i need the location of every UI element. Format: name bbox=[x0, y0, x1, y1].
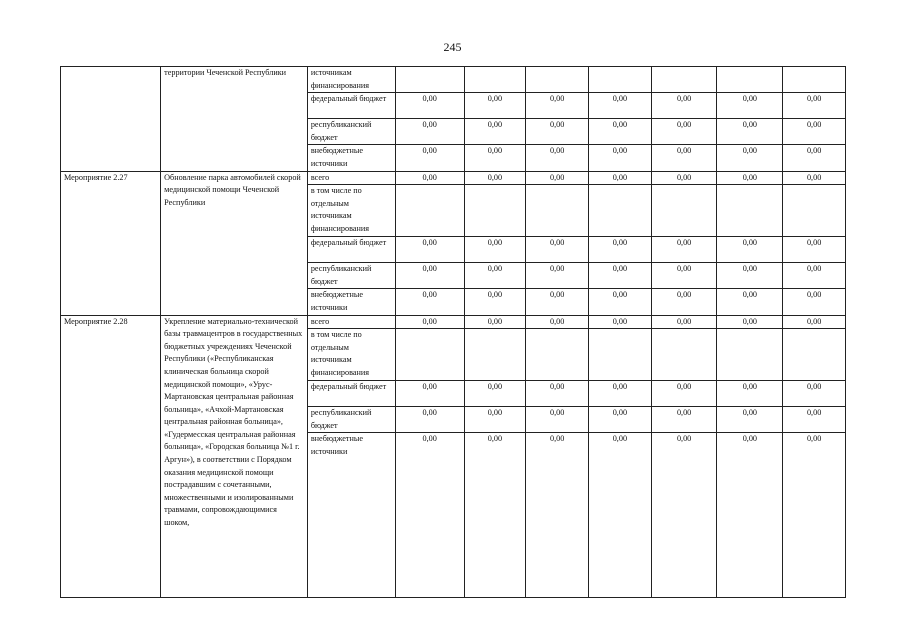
amount-cell bbox=[589, 329, 652, 381]
amount-cell: 0,00 bbox=[395, 289, 464, 315]
amount-cell: 0,00 bbox=[717, 433, 783, 598]
amount-cell: 0,00 bbox=[651, 171, 717, 185]
amount-cell: 0,00 bbox=[717, 119, 783, 145]
amount-cell bbox=[651, 67, 717, 93]
amount-cell: 0,00 bbox=[651, 119, 717, 145]
amount-cell: 0,00 bbox=[395, 381, 464, 407]
amount-cell: 0,00 bbox=[783, 263, 846, 289]
amount-cell: 0,00 bbox=[395, 263, 464, 289]
amount-cell: 0,00 bbox=[464, 433, 526, 598]
amount-cell: 0,00 bbox=[783, 171, 846, 185]
amount-cell bbox=[526, 329, 589, 381]
amount-cell: 0,00 bbox=[651, 381, 717, 407]
funding-source-cell: в том числе по отдельным источникам финансирования bbox=[307, 185, 395, 237]
budget-table bbox=[60, 66, 846, 598]
table-row bbox=[61, 171, 846, 185]
amount-cell: 0,00 bbox=[783, 119, 846, 145]
amount-cell bbox=[395, 185, 464, 237]
amount-cell: 0,00 bbox=[589, 145, 652, 171]
amount-cell: 0,00 bbox=[783, 381, 846, 407]
funding-source-cell: источникам финансирования bbox=[307, 67, 395, 93]
amount-cell: 0,00 bbox=[589, 433, 652, 598]
amount-cell: 0,00 bbox=[526, 289, 589, 315]
amount-cell: 0,00 bbox=[589, 289, 652, 315]
amount-cell: 0,00 bbox=[651, 93, 717, 119]
amount-cell bbox=[464, 67, 526, 93]
amount-cell: 0,00 bbox=[526, 407, 589, 433]
funding-source-cell: внебюджетные источники bbox=[307, 433, 395, 598]
event-code-cell: Мероприятие 2.27 bbox=[61, 171, 161, 315]
event-name-cell: Укрепление материально-технической базы травмацентров в государственных бюджетных учреждениях Чеченской Республики («Республиканская клиническая больница скорой медицинской помощи», «Урус-Мартановская центральная районная больница», «Ачхой-Мартановская центральная районная больница», «Гудермесская центральная районная больница», «Городская больница №1 г. Аргун»), в соответствии с Порядком оказания медицинской помощи пострадавшим с сочетанными, множественными и изолированными травмами, сопровождающимися шоком, bbox=[161, 315, 308, 598]
amount-cell: 0,00 bbox=[783, 407, 846, 433]
amount-cell bbox=[464, 185, 526, 237]
amount-cell: 0,00 bbox=[783, 315, 846, 329]
funding-source-cell: республиканский бюджет bbox=[307, 263, 395, 289]
amount-cell bbox=[651, 329, 717, 381]
amount-cell: 0,00 bbox=[783, 145, 846, 171]
funding-source-cell: в том числе по отдельным источникам финансирования bbox=[307, 329, 395, 381]
amount-cell: 0,00 bbox=[783, 433, 846, 598]
amount-cell: 0,00 bbox=[464, 171, 526, 185]
amount-cell: 0,00 bbox=[395, 171, 464, 185]
amount-cell: 0,00 bbox=[589, 119, 652, 145]
amount-cell: 0,00 bbox=[783, 93, 846, 119]
amount-cell: 0,00 bbox=[464, 381, 526, 407]
amount-cell bbox=[783, 185, 846, 237]
amount-cell bbox=[651, 185, 717, 237]
amount-cell bbox=[464, 329, 526, 381]
amount-cell bbox=[395, 329, 464, 381]
amount-cell: 0,00 bbox=[395, 145, 464, 171]
amount-cell: 0,00 bbox=[395, 433, 464, 598]
funding-source-cell: республиканский бюджет bbox=[307, 407, 395, 433]
amount-cell: 0,00 bbox=[526, 119, 589, 145]
amount-cell: 0,00 bbox=[526, 263, 589, 289]
amount-cell: 0,00 bbox=[783, 289, 846, 315]
amount-cell: 0,00 bbox=[717, 237, 783, 263]
event-name-cell: Обновление парка автомобилей скорой медицинской помощи Чеченской Республики bbox=[161, 171, 308, 315]
amount-cell: 0,00 bbox=[651, 407, 717, 433]
funding-source-cell: внебюджетные источники bbox=[307, 289, 395, 315]
funding-source-cell: всего bbox=[307, 171, 395, 185]
amount-cell: 0,00 bbox=[589, 407, 652, 433]
amount-cell: 0,00 bbox=[717, 407, 783, 433]
table-row bbox=[61, 315, 846, 329]
amount-cell: 0,00 bbox=[464, 237, 526, 263]
amount-cell: 0,00 bbox=[395, 407, 464, 433]
amount-cell: 0,00 bbox=[395, 315, 464, 329]
amount-cell: 0,00 bbox=[464, 315, 526, 329]
amount-cell: 0,00 bbox=[526, 237, 589, 263]
amount-cell: 0,00 bbox=[589, 93, 652, 119]
amount-cell: 0,00 bbox=[651, 237, 717, 263]
amount-cell: 0,00 bbox=[395, 119, 464, 145]
amount-cell: 0,00 bbox=[717, 145, 783, 171]
amount-cell bbox=[717, 329, 783, 381]
amount-cell: 0,00 bbox=[651, 315, 717, 329]
amount-cell: 0,00 bbox=[395, 93, 464, 119]
amount-cell: 0,00 bbox=[526, 315, 589, 329]
amount-cell bbox=[717, 67, 783, 93]
amount-cell: 0,00 bbox=[464, 289, 526, 315]
amount-cell bbox=[783, 67, 846, 93]
amount-cell: 0,00 bbox=[717, 93, 783, 119]
amount-cell bbox=[589, 185, 652, 237]
amount-cell: 0,00 bbox=[651, 433, 717, 598]
event-code-cell: Мероприятие 2.28 bbox=[61, 315, 161, 598]
event-code-cell bbox=[61, 67, 161, 172]
amount-cell bbox=[783, 329, 846, 381]
amount-cell: 0,00 bbox=[717, 171, 783, 185]
amount-cell: 0,00 bbox=[464, 119, 526, 145]
amount-cell bbox=[589, 67, 652, 93]
amount-cell bbox=[395, 67, 464, 93]
funding-source-cell: федеральный бюджет bbox=[307, 237, 395, 263]
amount-cell: 0,00 bbox=[464, 93, 526, 119]
funding-source-cell: внебюджетные источники bbox=[307, 145, 395, 171]
amount-cell: 0,00 bbox=[589, 237, 652, 263]
amount-cell: 0,00 bbox=[589, 315, 652, 329]
funding-source-cell: республиканский бюджет bbox=[307, 119, 395, 145]
amount-cell: 0,00 bbox=[589, 263, 652, 289]
amount-cell bbox=[717, 185, 783, 237]
amount-cell: 0,00 bbox=[717, 289, 783, 315]
amount-cell: 0,00 bbox=[395, 237, 464, 263]
funding-source-cell: всего bbox=[307, 315, 395, 329]
amount-cell: 0,00 bbox=[526, 145, 589, 171]
amount-cell: 0,00 bbox=[717, 263, 783, 289]
amount-cell: 0,00 bbox=[651, 289, 717, 315]
amount-cell: 0,00 bbox=[651, 263, 717, 289]
amount-cell: 0,00 bbox=[526, 433, 589, 598]
amount-cell: 0,00 bbox=[651, 145, 717, 171]
amount-cell bbox=[526, 185, 589, 237]
amount-cell: 0,00 bbox=[717, 315, 783, 329]
amount-cell: 0,00 bbox=[589, 381, 652, 407]
amount-cell: 0,00 bbox=[589, 171, 652, 185]
table-row bbox=[61, 67, 846, 93]
funding-source-cell: федеральный бюджет bbox=[307, 381, 395, 407]
amount-cell: 0,00 bbox=[783, 237, 846, 263]
amount-cell bbox=[526, 67, 589, 93]
amount-cell: 0,00 bbox=[526, 93, 589, 119]
amount-cell: 0,00 bbox=[717, 381, 783, 407]
page-number: 245 bbox=[443, 40, 462, 54]
amount-cell: 0,00 bbox=[526, 381, 589, 407]
event-name-cell: территории Чеченской Республики bbox=[161, 67, 308, 172]
funding-source-cell: федеральный бюджет bbox=[307, 93, 395, 119]
amount-cell: 0,00 bbox=[526, 171, 589, 185]
amount-cell: 0,00 bbox=[464, 407, 526, 433]
amount-cell: 0,00 bbox=[464, 263, 526, 289]
amount-cell: 0,00 bbox=[464, 145, 526, 171]
